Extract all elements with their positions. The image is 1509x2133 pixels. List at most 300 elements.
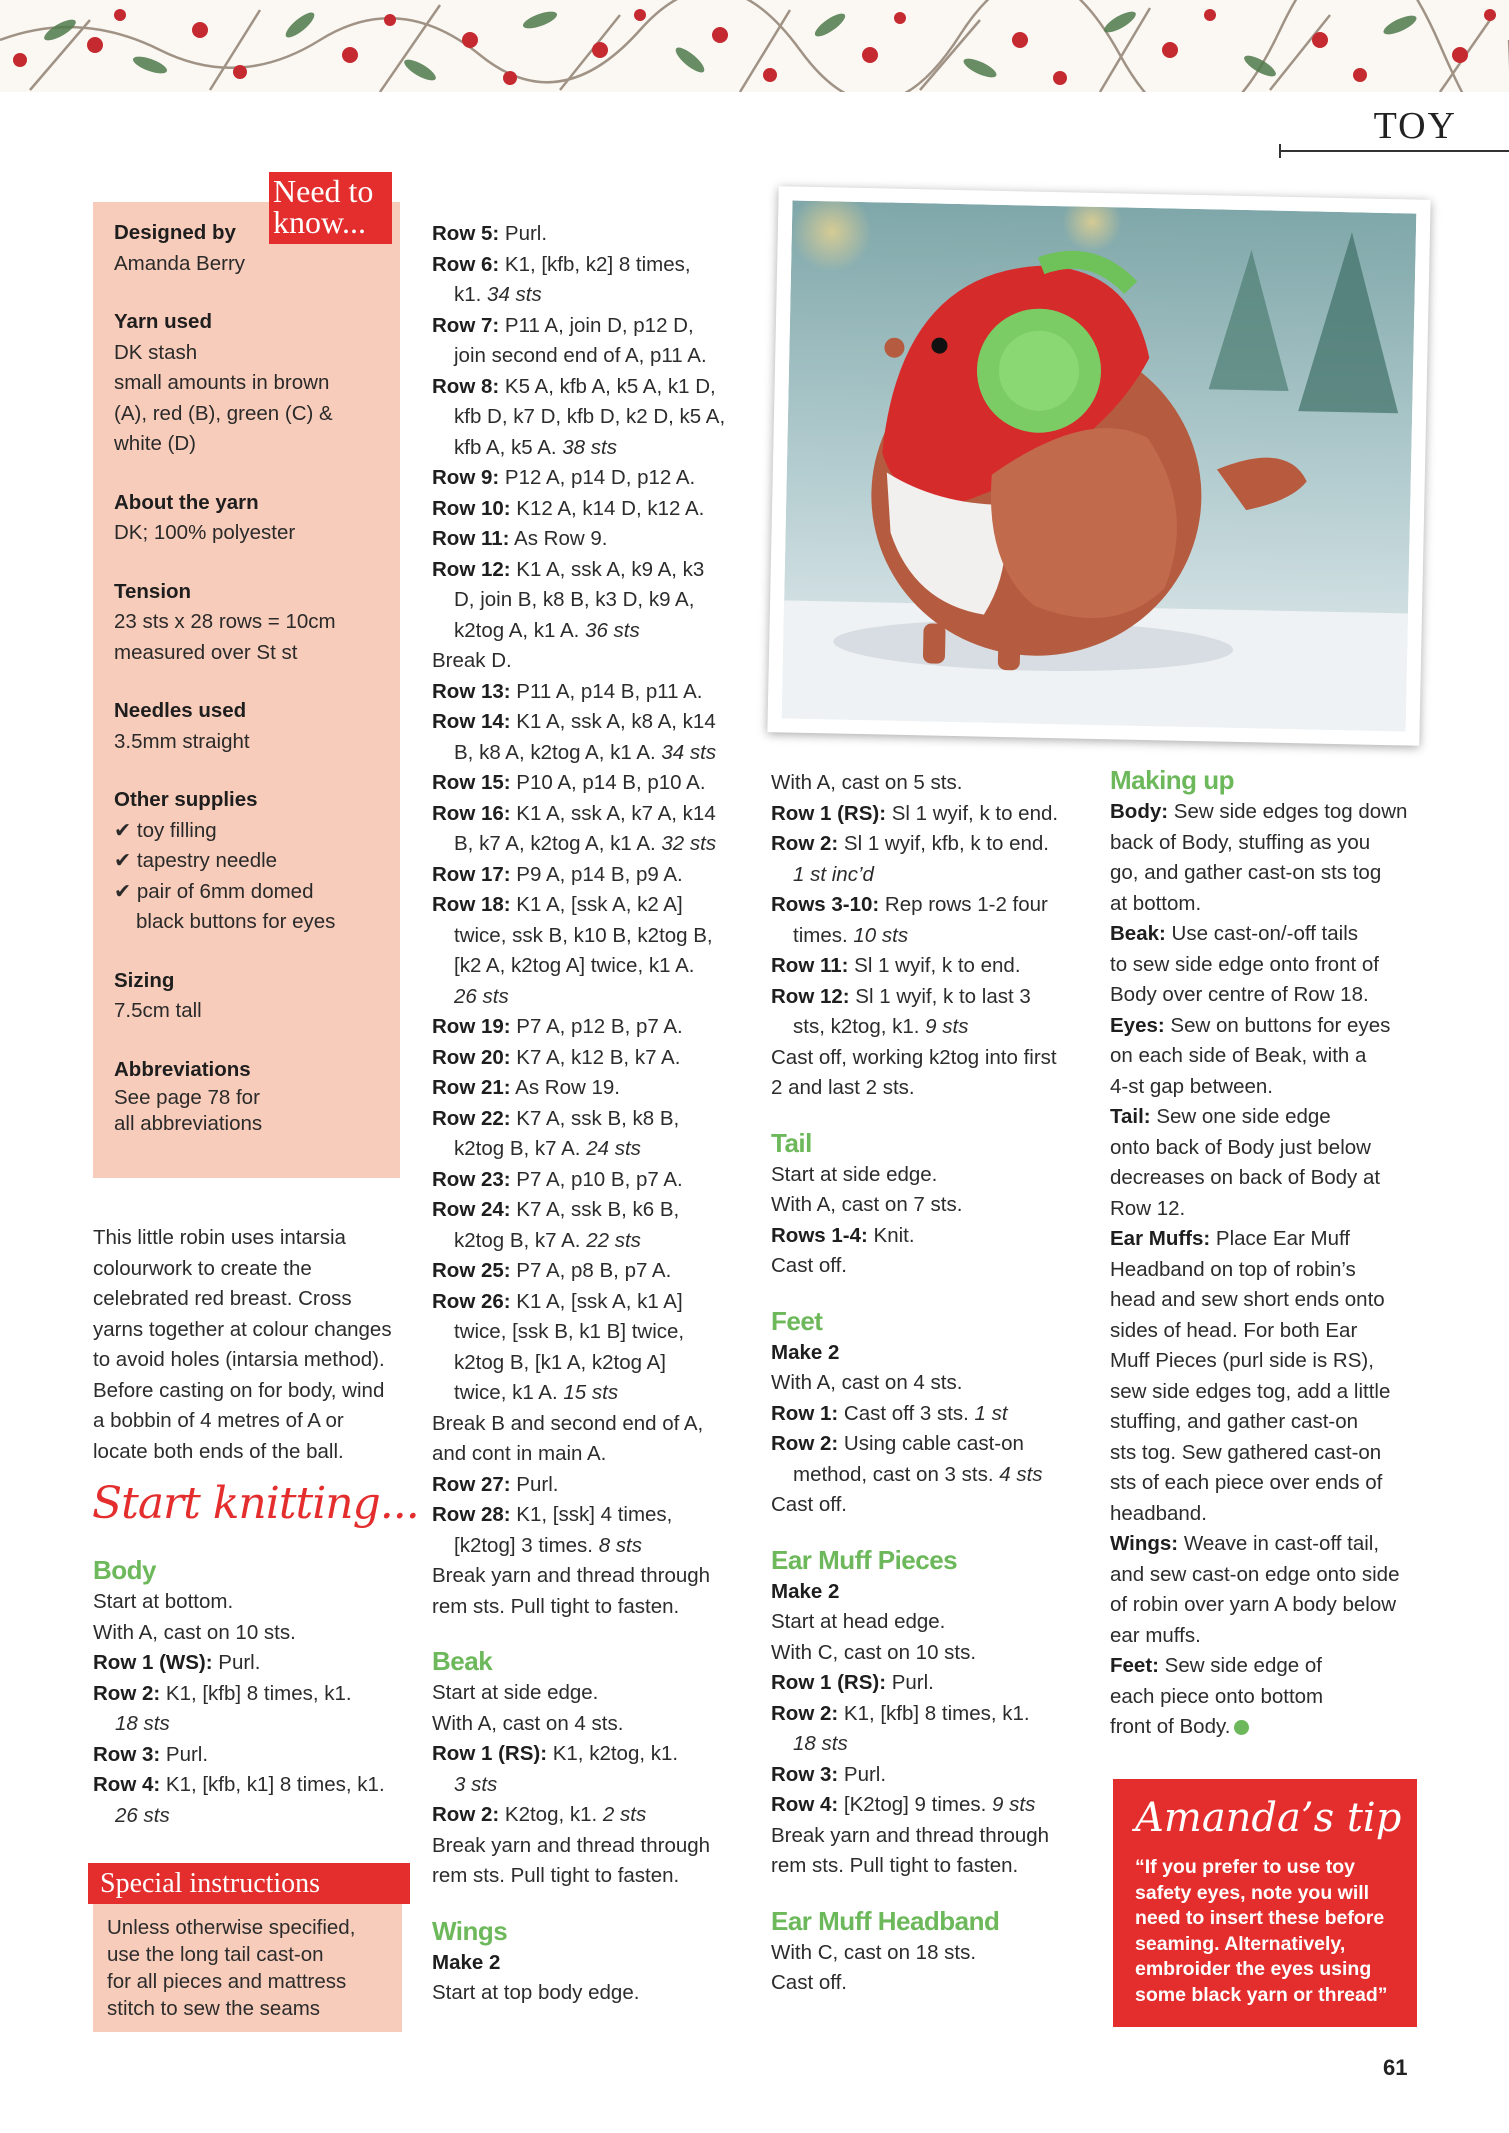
pattern-text: Row 12: <box>432 557 511 581</box>
intro-line: celebrated red breast. Cross <box>93 1287 352 1310</box>
pattern-line <box>771 1577 1101 1608</box>
designer-name: Amanda Berry <box>114 251 246 275</box>
earmuff-pieces-heading: Ear Muff Pieces <box>771 1544 958 1575</box>
pattern-text: [K2tog] 9 times. <box>838 1793 993 1816</box>
pattern-line <box>771 1790 1101 1821</box>
pattern-text: Make 2 <box>432 1950 501 1974</box>
pattern-text: K12 A, k14 D, k12 A. <box>510 496 705 520</box>
pattern-text: Row 1 (RS): <box>432 1742 548 1765</box>
pattern-line <box>432 677 757 708</box>
beak-heading: Beak <box>432 1646 493 1676</box>
other-supplies <box>114 785 394 938</box>
pattern-text: 9 sts <box>925 1015 969 1038</box>
tension <box>114 577 394 669</box>
pattern-text: K1, k2tog, k1. <box>547 1742 679 1765</box>
pattern-text: twice, [ssk B, k1 B] twice, <box>454 1320 685 1343</box>
pattern-line <box>432 1500 757 1531</box>
pattern-text: 3 sts <box>454 1772 498 1796</box>
pattern-text: times. <box>793 923 854 947</box>
need-to-know-content <box>114 218 394 1165</box>
pattern-text: K1, [kfb] 8 times, k1. <box>160 1681 352 1705</box>
pattern-text: Row 2: <box>771 1432 839 1455</box>
supply-item: ✔ tapestry needle <box>114 849 278 872</box>
pattern-text: ear muffs. <box>1110 1623 1201 1647</box>
pattern-line <box>1110 1529 1440 1560</box>
pattern-text: Rep rows 1-2 four <box>879 893 1048 916</box>
pattern-text: decreases on back of Body at <box>1110 1166 1381 1189</box>
pattern-text: 4 sts <box>999 1462 1043 1486</box>
pattern-text: Row 12: <box>771 984 850 1008</box>
tip-heading: Amanda’s tip <box>1135 1795 1402 1841</box>
pattern-text: Using cable cast-on <box>838 1432 1024 1455</box>
pattern-text: Purl. <box>838 1762 887 1786</box>
pattern-text: Row 1 (WS): <box>93 1651 213 1674</box>
pattern-line <box>432 1470 757 1501</box>
column-3 <box>771 768 1101 1999</box>
pattern-text: 26 sts <box>115 1803 170 1827</box>
pattern-line <box>432 1770 757 1801</box>
yarn-used-heading: Yarn used <box>114 310 212 333</box>
pattern-line <box>1110 1102 1440 1133</box>
pattern-line <box>771 1399 1101 1430</box>
need-to-know-label: Need to know... <box>269 172 392 244</box>
pattern-line <box>771 860 1101 891</box>
pattern-text: Purl. <box>160 1742 209 1766</box>
pattern-text: Row 17: <box>432 862 511 886</box>
special-instructions-box <box>93 1904 402 2032</box>
pattern-line <box>432 1739 757 1770</box>
pattern-line <box>432 616 757 647</box>
pattern-text: and sew cast-on edge onto side <box>1110 1562 1400 1586</box>
knitted-robin-photo <box>782 201 1417 732</box>
pattern-line <box>1110 919 1440 950</box>
special-line: Unless otherwise specified, <box>107 1916 356 1939</box>
pattern-text: k2tog B, k7 A. <box>454 1228 587 1252</box>
special-line: stitch to sew the seams <box>107 1997 321 2020</box>
pattern-text: Row 2: <box>93 1681 161 1705</box>
pattern-text: P12 A, p14 D, p12 A. <box>499 466 696 489</box>
pattern-line <box>432 1043 757 1074</box>
tail-heading: Tail <box>771 1127 812 1158</box>
pattern-text: Cast off. <box>771 1254 847 1277</box>
pattern-text: 34 sts <box>487 283 542 306</box>
pattern-text: B, k8 A, k2tog A, k1 A. <box>454 740 662 764</box>
pattern-text: Rows 1-4: <box>771 1223 868 1247</box>
pattern-line <box>771 1760 1101 1791</box>
pattern-line <box>771 1429 1101 1460</box>
pattern-line <box>432 555 757 586</box>
end-mark-icon <box>1234 1720 1249 1735</box>
pattern-text: sew side edges tog, add a little <box>1110 1379 1391 1403</box>
pattern-text: With C, cast on 10 sts. <box>771 1640 977 1664</box>
pattern-line <box>432 280 757 311</box>
pattern-text: Row 28: <box>432 1503 511 1526</box>
about-yarn-heading: About the yarn <box>114 490 259 514</box>
pattern-text: Use cast-on/-off tails <box>1165 922 1359 945</box>
pattern-text: go, and gather cast-on sts tog <box>1110 861 1382 884</box>
pattern-line <box>1110 1011 1440 1042</box>
pattern-text: Muff Pieces (purl side is RS), <box>1110 1349 1374 1372</box>
pattern-line <box>432 524 757 555</box>
pattern-line <box>771 921 1101 952</box>
pattern-text: kfb D, k7 D, kfb D, k2 D, k5 A, <box>454 405 726 428</box>
pattern-text: rem sts. Pull tight to fasten. <box>432 1594 680 1618</box>
pattern-text: 18 sts <box>793 1732 848 1755</box>
pattern-text: Row 8: <box>432 374 500 398</box>
pattern-text: method, cast on 3 sts. <box>793 1462 1000 1486</box>
pattern-text: Sew side edges tog down <box>1168 800 1408 823</box>
start-knitting-heading: Start knitting... <box>92 1478 419 1529</box>
pattern-line <box>432 890 757 921</box>
pattern-text: Row 4: <box>771 1793 839 1816</box>
sizing-heading: Sizing <box>114 968 175 992</box>
feet-heading: Feet <box>771 1305 823 1336</box>
pattern-text: 4-st gap between. <box>1110 1074 1273 1098</box>
pattern-text: Break yarn and thread through <box>771 1823 1050 1847</box>
pattern-line <box>771 1729 1101 1760</box>
pattern-line <box>771 799 1101 830</box>
abbreviations-heading: Abbreviations <box>114 1057 251 1081</box>
pattern-text: sts tog. Sew gathered cast-on <box>1110 1440 1382 1464</box>
about-yarn-text: DK; 100% polyester <box>114 521 296 544</box>
pattern-text: headband. <box>1110 1501 1207 1525</box>
pattern-text: and cont in main A. <box>432 1442 607 1465</box>
pattern-text: 15 sts <box>563 1381 619 1404</box>
tension-line: 23 sts x 28 rows = 10cm <box>114 610 336 633</box>
pattern-line <box>432 982 757 1013</box>
pattern-text: Row 1: <box>771 1401 839 1425</box>
body-line: Start at bottom. <box>93 1590 234 1613</box>
yarn-line: DK stash <box>114 340 198 364</box>
pattern-text: Row 1 (RS): <box>771 801 887 825</box>
pattern-line <box>432 372 757 403</box>
pattern-text: Row 6: <box>432 252 500 276</box>
pattern-text: Wings: <box>1110 1532 1179 1555</box>
pattern-line <box>432 707 757 738</box>
robin-photo-frame <box>767 186 1430 746</box>
pattern-line <box>432 311 757 342</box>
pattern-text: K1 A, [ssk A, k1 A] <box>510 1289 683 1313</box>
pattern-text: Feet: <box>1110 1654 1159 1677</box>
pattern-text: Row 27: <box>432 1472 511 1496</box>
pattern-text: Sl 1 wyif, k to end. <box>848 954 1021 977</box>
pattern-line <box>432 768 757 799</box>
section-label: TOY <box>1373 105 1457 147</box>
pattern-line <box>771 982 1101 1013</box>
pattern-line <box>771 1221 1101 1252</box>
other-supplies-heading: Other supplies <box>114 788 258 811</box>
pattern-text: Purl. <box>499 222 548 245</box>
pattern-line <box>432 799 757 830</box>
pattern-line <box>432 1378 757 1409</box>
pattern-text: With A, cast on 4 sts. <box>432 1711 624 1735</box>
column-2 <box>432 219 757 2009</box>
pattern-text: Row 12. <box>1110 1196 1186 1220</box>
pattern-text: Sew on buttons for eyes <box>1164 1013 1391 1037</box>
pattern-text: 10 sts <box>853 923 909 947</box>
pattern-line <box>432 463 757 494</box>
pattern-text: Body: <box>1110 800 1169 823</box>
pattern-line <box>432 1134 757 1165</box>
pattern-text: With A, cast on 4 sts. <box>771 1371 963 1394</box>
pattern-line <box>432 1165 757 1196</box>
pattern-text: at bottom. <box>1110 891 1202 915</box>
yarn-line: white (D) <box>114 432 197 455</box>
pattern-text: As Row 9. <box>509 527 608 550</box>
pattern-text: k2tog B, k7 A. <box>454 1137 587 1160</box>
abbreviations <box>114 1055 394 1138</box>
pattern-line <box>1110 1712 1440 1743</box>
pattern-text: Purl. <box>510 1472 559 1496</box>
pattern-text: Start at top body edge. <box>432 1981 640 2004</box>
pattern-text: Rows 3-10: <box>771 893 880 916</box>
pattern-text: K1, [kfb, k2] 8 times, <box>499 252 691 276</box>
pattern-text: Sl 1 wyif, k to last 3 <box>849 984 1031 1008</box>
pattern-line <box>432 1226 757 1257</box>
pattern-text: head and sew short ends onto <box>1110 1288 1385 1311</box>
pattern-line <box>771 951 1101 982</box>
body-heading: Body <box>93 1555 156 1585</box>
pattern-text: Knit. <box>867 1223 915 1247</box>
yarn-line: small amounts in brown <box>114 371 330 394</box>
pattern-line <box>432 1948 757 1979</box>
pattern-text: Row 2: <box>771 832 839 855</box>
pattern-text: P9 A, p14 B, p9 A. <box>510 862 683 886</box>
pattern-line <box>1110 1651 1440 1682</box>
pattern-text: Row 3: <box>771 1762 839 1786</box>
pattern-text: Row 2: <box>432 1803 500 1826</box>
amandas-tip-box <box>1113 1779 1417 2027</box>
pattern-text: Row 2: <box>771 1701 839 1725</box>
berry-banner <box>0 0 1509 92</box>
pattern-line <box>432 219 757 250</box>
pattern-text: Row 20: <box>432 1045 511 1069</box>
pattern-text: [k2 A, k2tog A] twice, k1 A. <box>454 954 695 977</box>
pattern-text: rem sts. Pull tight to fasten. <box>771 1854 1019 1877</box>
supply-item: ✔ pair of 6mm domed <box>114 879 314 903</box>
pattern-text: each piece onto bottom <box>1110 1684 1324 1708</box>
row-line <box>93 1679 413 1710</box>
pattern-text: Row 3: <box>93 1742 161 1766</box>
pattern-text: Sew one side edge <box>1150 1105 1331 1128</box>
pattern-text: 26 sts <box>454 984 509 1008</box>
yarn-used <box>114 307 394 460</box>
needles <box>114 696 394 757</box>
pattern-text: P7 A, p8 B, p7 A. <box>510 1259 672 1282</box>
pattern-text: twice, k1 A. <box>454 1381 564 1404</box>
pattern-text: 2 sts <box>602 1803 647 1826</box>
pattern-line <box>432 1287 757 1318</box>
yarn-line: (A), red (B), green (C) & <box>114 401 333 425</box>
berry-pattern-image <box>0 0 1509 92</box>
pattern-line <box>771 1012 1101 1043</box>
pattern-text: stuffing, and gather cast-on <box>1110 1410 1359 1433</box>
pattern-text: Row 15: <box>432 771 511 794</box>
pattern-text: Row 14: <box>432 710 511 733</box>
sizing-text: 7.5cm tall <box>114 999 202 1022</box>
tension-line: measured over St st <box>114 640 298 664</box>
needles-text: 3.5mm straight <box>114 729 250 753</box>
intro-text <box>93 1223 413 1467</box>
pattern-text: k2tog B, [k1 A, k2tog A] <box>454 1350 666 1374</box>
sizing <box>114 966 394 1027</box>
pattern-text: front of Body. <box>1110 1715 1231 1738</box>
intro-line: Before casting on for body, wind <box>93 1378 385 1402</box>
special-instructions-heading: Special instructions <box>88 1863 410 1904</box>
pattern-text: [k2tog] 3 times. <box>454 1533 599 1557</box>
pattern-text: K7 A, ssk B, k6 B, <box>510 1198 680 1221</box>
pattern-text: Sl 1 wyif, kfb, k to end. <box>838 832 1049 855</box>
pattern-text: Row 21: <box>432 1076 511 1099</box>
pattern-text: Cast off. <box>771 1971 847 1994</box>
pattern-line <box>771 1338 1101 1369</box>
pattern-line <box>771 1460 1101 1491</box>
tension-heading: Tension <box>114 579 192 603</box>
pattern-line <box>771 1699 1101 1730</box>
pattern-text: Break yarn and thread through <box>432 1833 711 1857</box>
pattern-line <box>432 1012 757 1043</box>
pattern-text: kfb A, k5 A. <box>454 435 563 459</box>
pattern-text: Tail: <box>1110 1105 1151 1128</box>
pattern-text: Row 23: <box>432 1167 511 1191</box>
page-number: 61 <box>1383 2055 1408 2080</box>
pattern-text: K2tog, k1. <box>499 1803 603 1826</box>
pattern-text: K1 A, ssk A, k7 A, k14 <box>510 801 716 825</box>
supply-item: ✔ toy filling <box>114 818 217 842</box>
pattern-text: onto back of Body just below <box>1110 1135 1371 1159</box>
section-tag <box>1279 104 1509 152</box>
pattern-text: twice, ssk B, k10 B, k2tog B, <box>454 923 713 947</box>
pattern-line <box>432 738 757 769</box>
pattern-text: Row 10: <box>432 496 511 520</box>
pattern-text: k2tog A, k1 A. <box>454 618 586 642</box>
pattern-text: Sl 1 wyif, k to end. <box>886 801 1059 825</box>
tip-text: “If you prefer to use toy safety eyes, note you will need to insert these before seaming. Alternatively, embroider the eyes using some black yarn or thread” <box>1135 1856 1388 2006</box>
pattern-text: 36 sts <box>585 618 640 642</box>
pattern-line <box>432 494 757 525</box>
making-up-heading: Making up <box>1110 765 1235 795</box>
pattern-line <box>1110 797 1440 828</box>
pattern-text: Row 4: <box>93 1773 161 1796</box>
pattern-text: Start at side edge. <box>771 1162 938 1186</box>
pattern-text: sts of each piece over ends of <box>1110 1471 1383 1494</box>
pattern-text: 22 sts <box>586 1228 641 1252</box>
pattern-text: Row 13: <box>432 679 511 703</box>
pattern-text: Break B and second end of A, <box>432 1411 704 1435</box>
pattern-line <box>432 1073 757 1104</box>
pattern-text: Break D. <box>432 649 512 672</box>
pattern-text: B, k7 A, k2tog A, k1 A. <box>454 832 662 855</box>
intro-line: This little robin uses intarsia <box>93 1226 346 1249</box>
stitch-count <box>93 1801 413 1832</box>
pattern-text: Make 2 <box>771 1340 840 1364</box>
pattern-text: Sew side edge of <box>1158 1654 1322 1677</box>
pattern-line <box>432 1195 757 1226</box>
intro-line: yarns together at colour changes <box>93 1317 392 1341</box>
pattern-text: K1 A, ssk A, k8 A, k14 <box>510 710 716 733</box>
pattern-text: join second end of A, p11 A. <box>454 344 707 367</box>
pattern-text: With A, cast on 7 sts. <box>771 1193 963 1216</box>
pattern-line <box>432 829 757 860</box>
earmuff-headband-heading: Ear Muff Headband <box>771 1905 1000 1936</box>
pattern-text: K5 A, kfb A, k5 A, k1 D, <box>499 374 716 398</box>
special-line: use the long tail cast-on <box>107 1943 324 1966</box>
column-4-making-up <box>1110 763 1440 1743</box>
pattern-text: K7 A, ssk B, k8 B, <box>510 1106 680 1130</box>
pattern-text: Row 25: <box>432 1259 511 1282</box>
intro-line: to avoid holes (intarsia method). <box>93 1348 385 1371</box>
pattern-line <box>432 1104 757 1135</box>
body-section <box>93 1553 413 1831</box>
pattern-text: K7 A, k12 B, k7 A. <box>510 1045 681 1069</box>
section-rule-tick <box>1279 144 1281 158</box>
pattern-text: Cast off. <box>771 1493 847 1516</box>
pattern-text: Row 11: <box>432 527 510 550</box>
intro-line: a bobbin of 4 metres of A or <box>93 1409 344 1432</box>
pattern-text: Cast off 3 sts. <box>838 1401 975 1425</box>
pattern-text: K1 A, [ssk A, k2 A] <box>510 893 683 916</box>
pattern-text: As Row 19. <box>510 1076 620 1099</box>
supply-item: black buttons for eyes <box>136 910 336 933</box>
pattern-text: 2 and last 2 sts. <box>771 1076 915 1099</box>
pattern-text: 38 sts <box>562 435 617 459</box>
pattern-text: Row 16: <box>432 801 511 825</box>
pattern-text: Beak: <box>1110 922 1166 945</box>
intro-line: locate both ends of the ball. <box>93 1439 344 1463</box>
pattern-line <box>771 1668 1101 1699</box>
pattern-text: Weave in cast-off tail, <box>1178 1532 1380 1555</box>
pattern-text: K1 A, ssk A, k9 A, k3 <box>510 557 705 581</box>
needles-heading: Needles used <box>114 699 247 722</box>
pattern-line <box>432 1531 757 1562</box>
pattern-text: 32 sts <box>661 832 717 855</box>
pattern-text: P11 A, p14 B, p11 A. <box>510 679 703 703</box>
pattern-text: K1, [kfb] 8 times, k1. <box>838 1701 1030 1725</box>
pattern-line <box>771 890 1101 921</box>
pattern-text: Row 18: <box>432 893 511 916</box>
pattern-text: Body over centre of Row 18. <box>1110 983 1369 1006</box>
pattern-line <box>432 250 757 281</box>
pattern-text: Start at head edge. <box>771 1610 946 1633</box>
pattern-text: Row 26: <box>432 1289 511 1313</box>
pattern-text: 18 sts <box>115 1712 170 1735</box>
pattern-text: of robin over yarn A body below <box>1110 1593 1397 1616</box>
pattern-text: P10 A, p14 B, p10 A. <box>510 771 706 794</box>
wings-heading: Wings <box>432 1915 508 1946</box>
pattern-text: Purl. <box>886 1671 934 1694</box>
pattern-text: With C, cast on 18 sts. <box>771 1940 977 1964</box>
pattern-text: 1 st inc’d <box>793 862 874 886</box>
special-line: for all pieces and mattress <box>107 1970 347 1993</box>
pattern-text: With A, cast on 5 sts. <box>771 771 963 794</box>
pattern-text: Row 5: <box>432 222 500 245</box>
pattern-text: Row 22: <box>432 1106 511 1130</box>
pattern-text: Cast off, working k2tog into first <box>771 1045 1057 1069</box>
pattern-text: k1. <box>454 283 488 306</box>
body-line: With A, cast on 10 sts. <box>93 1620 296 1644</box>
pattern-text: Eyes: <box>1110 1013 1165 1037</box>
pattern-text: Row 19: <box>432 1015 511 1038</box>
row-line <box>93 1740 413 1771</box>
pattern-text: Headband on top of robin’s <box>1110 1257 1356 1281</box>
intro-line: colourwork to create the <box>93 1256 312 1280</box>
pattern-text: Row 24: <box>432 1198 511 1221</box>
pattern-text: K1, [ssk] 4 times, <box>510 1503 673 1526</box>
pattern-text: 8 sts <box>598 1533 642 1557</box>
pattern-text: Row 7: <box>432 313 500 337</box>
pattern-line <box>432 433 757 464</box>
pattern-text: Row 11: <box>771 954 849 977</box>
